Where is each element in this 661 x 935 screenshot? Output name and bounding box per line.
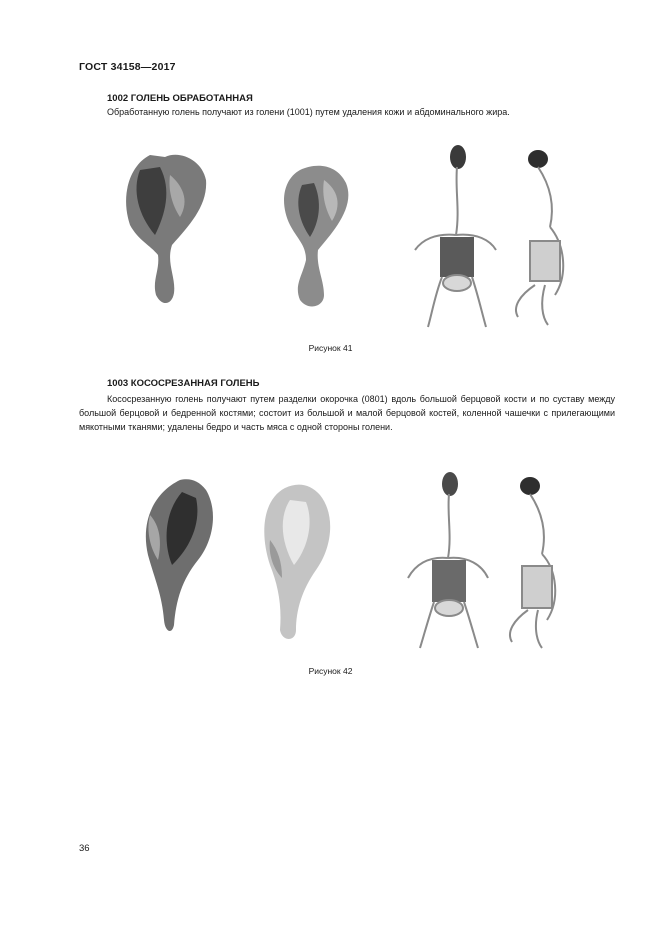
figure-41-caption: Рисунок 41 [308, 343, 353, 353]
drumstick-processed-back [284, 166, 348, 307]
figure-42-illustration [110, 470, 610, 655]
section-text-1002: Обработанную голень получают из голени (1001) путем удаления кожи и абдоминального жира. [107, 107, 510, 117]
page-number: 36 [79, 843, 90, 854]
chicken-skeleton-side [516, 150, 563, 325]
chicken-skeleton-side [510, 477, 555, 648]
section-text-1003: Кососрезанную голень получают путем разделки окорочка (0801) вдоль большой берцовой кости и по суставу между большой берцовой и бедренной костями; состоит из большой и малой берцовой костей, коленной чашечки с прилегающими мякотными тканями; удалены бедро и часть мяса с одной стороны голени. [79, 394, 615, 432]
chicken-skeleton-front [408, 472, 488, 648]
chicken-skeleton-front [415, 145, 496, 327]
section-title-1002: 1002 ГОЛЕНЬ ОБРАБОТАННАЯ [107, 93, 253, 104]
drumstick-diagonal-meat-side [146, 479, 213, 631]
figure-41-illustration [110, 145, 610, 335]
drumstick-diagonal-bone-side [264, 485, 330, 639]
standard-header: ГОСТ 34158—2017 [79, 61, 176, 73]
drumstick-processed-front [126, 155, 206, 303]
section-title-1003: 1003 КОСОСРЕЗАННАЯ ГОЛЕНЬ [107, 378, 260, 389]
figure-42-caption: Рисунок 42 [308, 666, 353, 676]
